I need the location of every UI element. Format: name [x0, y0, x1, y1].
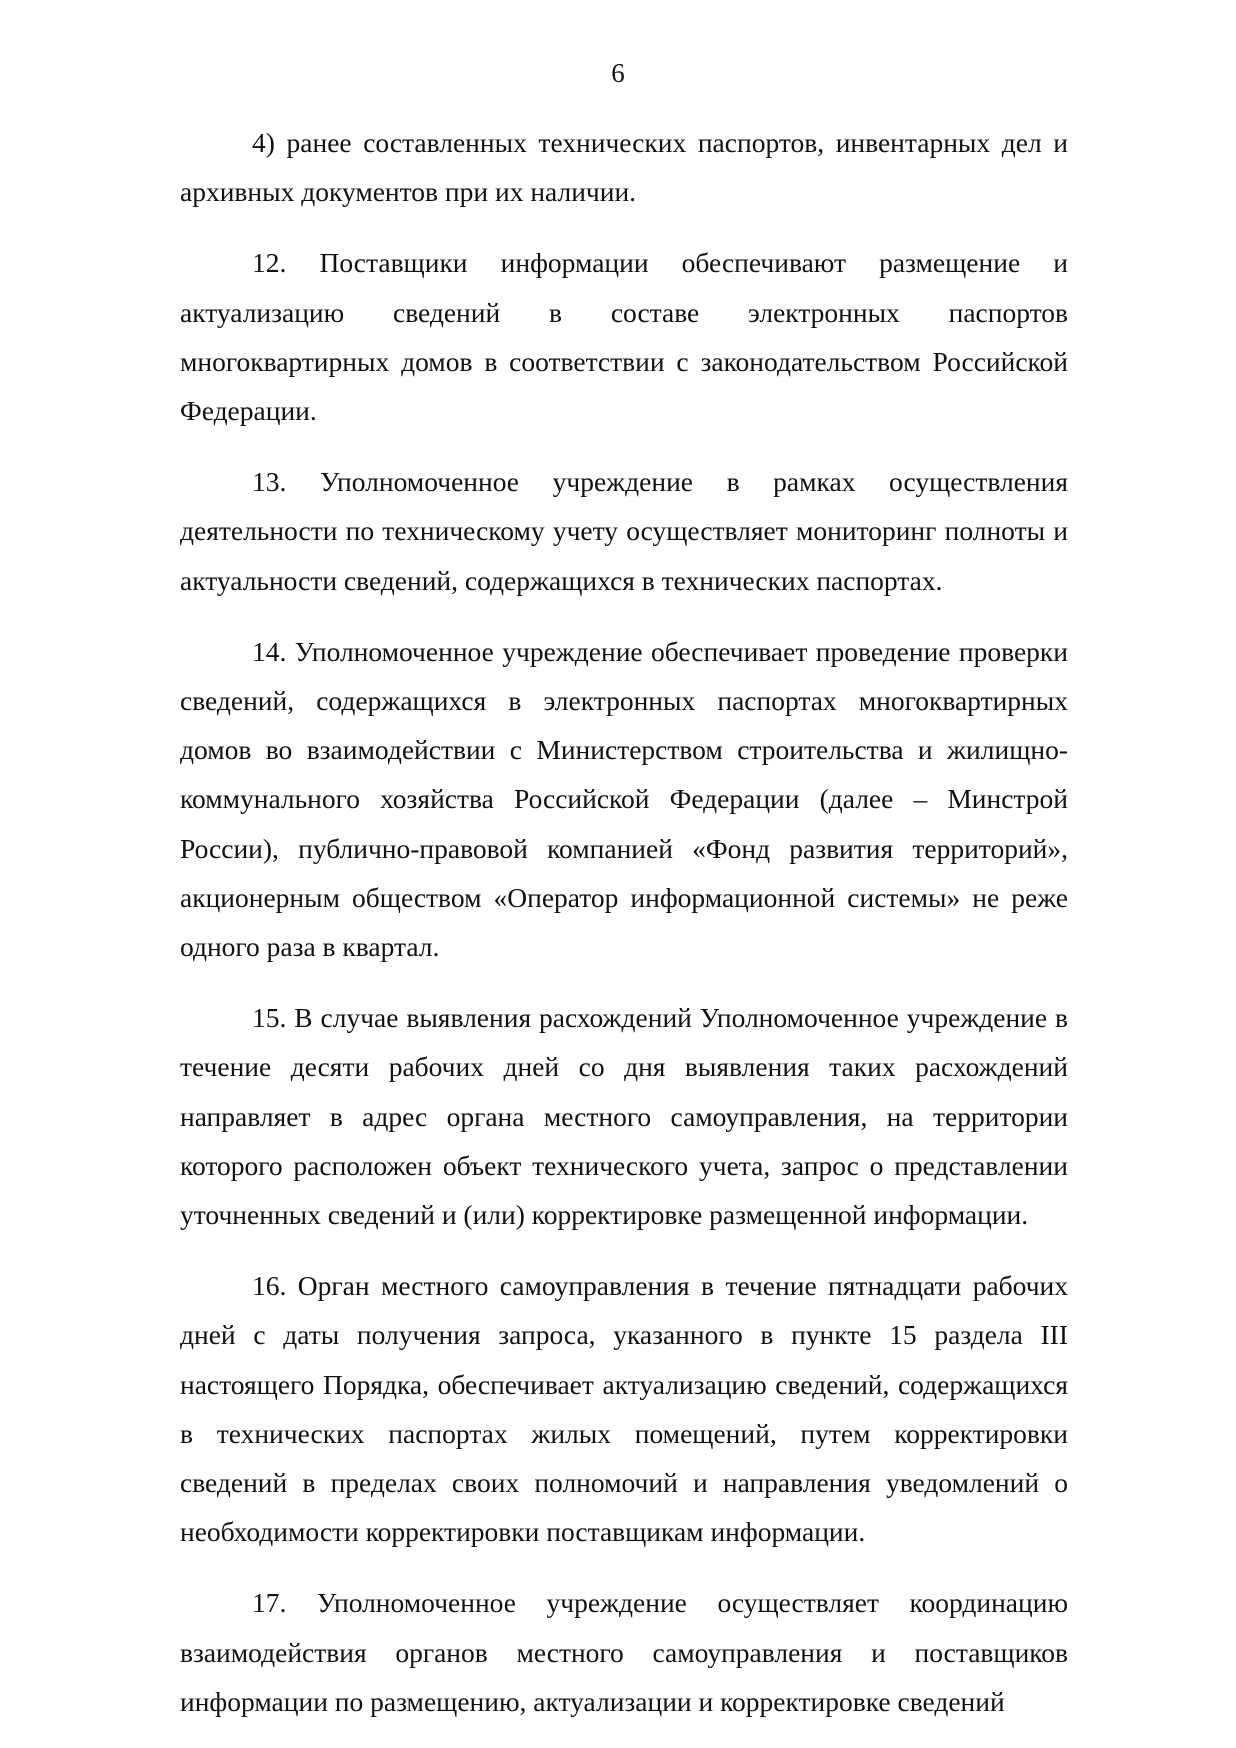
- paragraph-13: 13. Уполномоченное учреждение в рамках осуществления деятельности по техническому учету осуществляет мониторинг полноты и актуальности сведений, содержащихся в технических паспортах.: [180, 466, 1068, 596]
- paragraph-15: 15. В случае выявления расхождений Уполномоченное учреждение в течение десяти рабочих дней со дня выявления таких расхождений направляет в адрес органа местного самоуправления, на территории которого расположен объект технического учета, запрос о представлении уточненных сведений и (или) корректировке размещенной информации.: [180, 1002, 1068, 1231]
- document-body: [180, 118, 1068, 1748]
- paragraph-12: 12. Поставщики информации обеспечивают размещение и актуализацию сведений в составе электронных паспортов многоквартирных домов в соответствии с законодательством Российской Федерации.: [180, 247, 1068, 427]
- paragraph-14: 14. Уполномоченное учреждение обеспечивает проведение проверки сведений, содержащихся в электронных паспортах многоквартирных домов во взаимодействии с Министерством строительства и жилищно-коммунального хозяйства Российской Федерации (далее – Минстрой России), публично-правовой компанией «Фонд развития территорий», акционерным обществом «Оператор информационной системы» не реже одного раза в квартал.: [180, 635, 1068, 963]
- paragraph-17: 17. Уполномоченное учреждение осуществляет координацию взаимодействия органов местного самоуправления и поставщиков информации по размещению, актуализации и корректировке сведений: [180, 1587, 1068, 1717]
- paragraph-item-4: 4) ранее составленных технических паспортов, инвентарных дел и архивных документов при их наличии.: [180, 127, 1068, 208]
- paragraph-16: 16. Орган местного самоуправления в течение пятнадцати рабочих дней с даты получения запроса, указанного в пункте 15 раздела III настоящего Порядка, обеспечивает актуализацию сведений, содержащихся в технических паспортах жилых помещений, путем корректировки сведений в пределах своих полномочий и направления уведомлений о необходимости корректировки поставщикам информации.: [180, 1270, 1068, 1548]
- page-number: 6: [611, 58, 625, 88]
